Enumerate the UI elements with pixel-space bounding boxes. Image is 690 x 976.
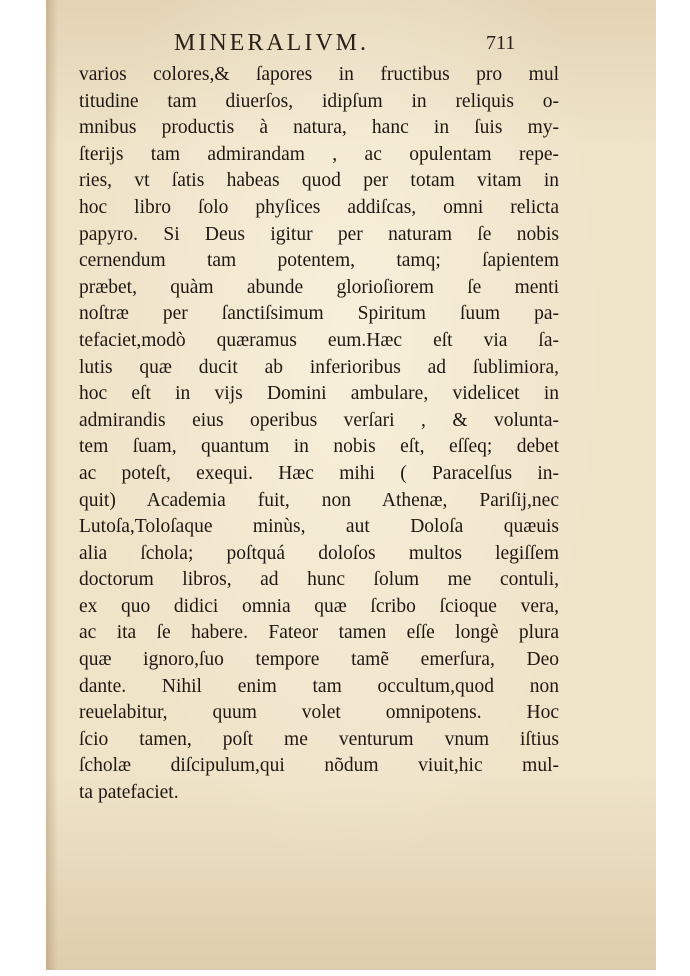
text-line: dante. Nihil enim tam occultum,quod non bbox=[79, 675, 559, 697]
text-line: hoc libro ſolo phyſices addiſcas, omni relicta bbox=[79, 196, 559, 218]
body-text bbox=[79, 62, 559, 807]
text-line: ſcholæ diſcipulum,qui nõdum viuit,hic mul- bbox=[79, 755, 559, 777]
text-line: ex quo didici omnia quæ ſcribo ſcioque vera, bbox=[79, 595, 559, 617]
text-line: quit) Academia fuit, non Athenæ, Pariſij,nec bbox=[79, 489, 559, 511]
text-line: cernendum tam potentem, tamq; ſapientem bbox=[79, 250, 559, 272]
text-line: varios colores,& ſapores in fructibus pro mul bbox=[79, 64, 559, 85]
running-head: MINERALIVM. bbox=[174, 30, 369, 56]
book-page bbox=[46, 0, 656, 970]
text-line: papyro. Si Deus igitur per naturam ſe nobis bbox=[79, 223, 559, 245]
text-line: ſterijs tam admirandam , ac opulentam repe- bbox=[79, 143, 559, 165]
text-line: præbet, quàm abunde glorioſiorem ſe menti bbox=[79, 276, 559, 298]
text-line: tem ſuam, quantum in nobis eſt, eſſeq; debet bbox=[79, 436, 559, 458]
text-line: doctorum libros, ad hunc ſolum me contuli, bbox=[79, 569, 559, 591]
text-line: alia ſchola; poſtquá doloſos multos legiſſem bbox=[79, 542, 559, 564]
text-line: tefaciet,modò quæramus eum.Hæc eſt via ſa- bbox=[79, 329, 559, 351]
text-line: ac ita ſe habere. Fateor tamen eſſe longè plura bbox=[79, 622, 559, 644]
text-line: lutis quæ ducit ab inferioribus ad ſublimiora, bbox=[79, 356, 559, 378]
text-line: admirandis eius operibus verſari , & volunta- bbox=[79, 409, 559, 431]
text-line: ac poteſt, exequi. Hæc mihi ( Paracelſus in- bbox=[79, 462, 559, 484]
text-line: ries, vt ſatis habeas quod per totam vitam in bbox=[79, 170, 559, 192]
text-line: mnibus productis à natura, hanc in ſuis my- bbox=[79, 117, 559, 139]
text-line: ta patefaciet. bbox=[79, 782, 179, 804]
text-line: hoc eſt in vijs Domini ambulare, videlicet in bbox=[79, 383, 559, 405]
text-line: reuelabitur, quum volet omnipotens. Hoc bbox=[79, 702, 559, 724]
text-line: Lutoſa,Toloſaque minùs, aut Doloſa quæuis bbox=[79, 516, 559, 538]
text-line: titudine tam diuerſos, idipſum in reliquis o- bbox=[79, 90, 559, 112]
page-header bbox=[46, 30, 656, 64]
text-line: noſtræ per ſanctiſsimum Spiritum ſuum pa- bbox=[79, 303, 559, 325]
page-number: 711 bbox=[486, 32, 516, 54]
text-line: ſcio tamen, poſt me venturum vnum iſtius bbox=[79, 728, 559, 750]
text-line: quæ ignoro,ſuo tempore tamẽ emerſura, Deo bbox=[79, 649, 559, 671]
